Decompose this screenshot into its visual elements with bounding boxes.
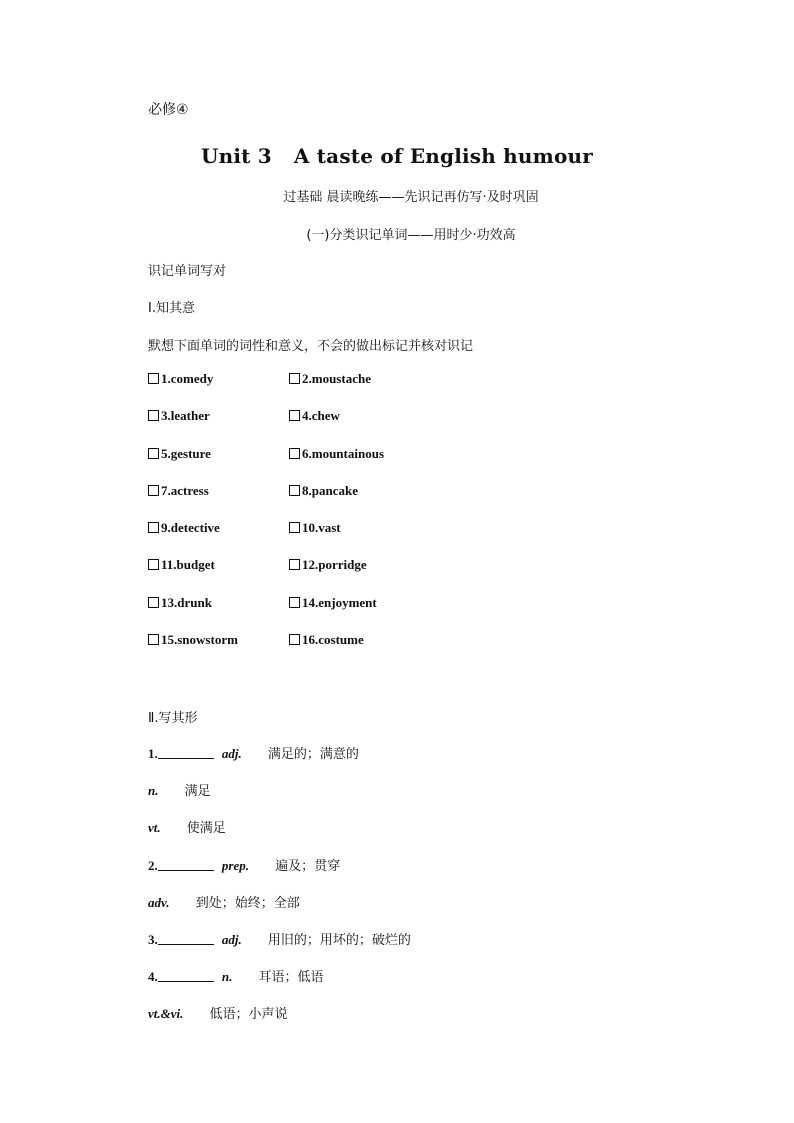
part1-heading: Ⅰ.知其意 [148, 301, 195, 316]
checkbox-icon[interactable] [289, 559, 300, 570]
word-item[interactable]: 4.chew [289, 408, 340, 424]
word-row [148, 520, 648, 557]
checkbox-icon[interactable] [289, 597, 300, 608]
form-item [148, 929, 708, 966]
form-item [148, 966, 708, 1003]
word-list [148, 371, 648, 669]
word-item[interactable]: 15.snowstorm [148, 632, 238, 648]
checkbox-icon[interactable] [289, 410, 300, 421]
checkbox-icon[interactable] [148, 448, 159, 459]
book-label: 必修④ [148, 102, 189, 118]
word-item[interactable]: 7.actress [148, 483, 209, 499]
word-row [148, 595, 648, 632]
word-row [148, 446, 648, 483]
answer-blank[interactable] [158, 969, 214, 982]
item-number: 4. [148, 969, 158, 985]
meaning: 耳语；低语 [258, 970, 324, 986]
meaning: 满足 [184, 784, 211, 800]
word-item[interactable]: 5.gesture [148, 446, 211, 462]
form-item [148, 855, 708, 892]
word-row [148, 371, 648, 408]
checkbox-icon[interactable] [289, 373, 300, 384]
form-item [148, 1003, 708, 1040]
form-item [148, 892, 708, 929]
form-item [148, 780, 708, 817]
word-row [148, 632, 648, 669]
checkbox-icon[interactable] [148, 634, 159, 645]
checkbox-icon[interactable] [148, 597, 159, 608]
checkbox-icon[interactable] [148, 410, 159, 421]
checkbox-icon[interactable] [289, 634, 300, 645]
meaning: 满足的；满意的 [267, 747, 359, 762]
answer-blank[interactable] [158, 746, 214, 759]
meaning: 使满足 [186, 821, 226, 837]
meaning: 用旧的；用坏的；破烂的 [267, 932, 411, 948]
part-of-speech: prep. [221, 857, 249, 873]
word-item[interactable]: 14.enjoyment [289, 595, 377, 611]
instruction-heading: 识记单词写对 [148, 264, 227, 279]
word-item[interactable]: 13.drunk [148, 595, 212, 611]
part-of-speech: adv. [148, 894, 170, 910]
meaning: 到处；始终；全部 [195, 895, 300, 911]
part-of-speech: vt.&vi. [148, 1006, 184, 1022]
word-item[interactable]: 3.leather [148, 408, 210, 424]
form-item [148, 817, 708, 854]
word-item[interactable]: 11.budget [148, 557, 215, 573]
part1-description: 默想下面单词的词性和意义，不会的做出标记并核对识记 [148, 339, 474, 354]
subtitle: 过基础 晨读晚练——先识记再仿写·及时巩固 [283, 190, 539, 205]
word-item[interactable]: 6.mountainous [289, 446, 384, 462]
part-of-speech: adj. [221, 931, 242, 947]
unit-title [0, 144, 794, 168]
part-of-speech: vt. [148, 820, 161, 836]
meaning: 遍及；贯穿 [275, 858, 341, 874]
unit-name: A taste of English humour [293, 144, 594, 168]
answer-blank[interactable] [158, 858, 214, 871]
checkbox-icon[interactable] [289, 448, 300, 459]
item-number: 3. [148, 931, 158, 947]
checkbox-icon[interactable] [148, 522, 159, 533]
word-item[interactable]: 12.porridge [289, 557, 367, 573]
word-row [148, 483, 648, 520]
checkbox-icon[interactable] [289, 522, 300, 533]
meaning: 低语；小声说 [209, 1007, 288, 1023]
word-row [148, 557, 648, 594]
item-number: 2. [148, 857, 158, 873]
word-item[interactable]: 10.vast [289, 520, 341, 536]
checkbox-icon[interactable] [148, 373, 159, 384]
checkbox-icon[interactable] [148, 559, 159, 570]
item-number: 1. [148, 746, 158, 761]
word-item[interactable]: 9.detective [148, 520, 220, 536]
part2-heading: Ⅱ.写其形 [148, 711, 198, 726]
word-row [148, 408, 648, 445]
section-title: (一)分类识记单词——用时少·功效高 [306, 228, 516, 243]
word-item[interactable]: 16.costume [289, 632, 364, 648]
word-form-list [148, 743, 708, 1041]
word-item[interactable]: 2.moustache [289, 371, 371, 387]
checkbox-icon[interactable] [289, 485, 300, 496]
form-item [148, 743, 708, 780]
answer-blank[interactable] [158, 932, 214, 945]
word-item[interactable]: 8.pancake [289, 483, 358, 499]
part-of-speech: adj. [221, 746, 242, 761]
checkbox-icon[interactable] [148, 485, 159, 496]
part-of-speech: n. [221, 969, 233, 985]
unit-number: Unit 3 [200, 144, 272, 168]
part-of-speech: n. [148, 783, 159, 799]
word-item[interactable]: 1.comedy [148, 371, 213, 387]
